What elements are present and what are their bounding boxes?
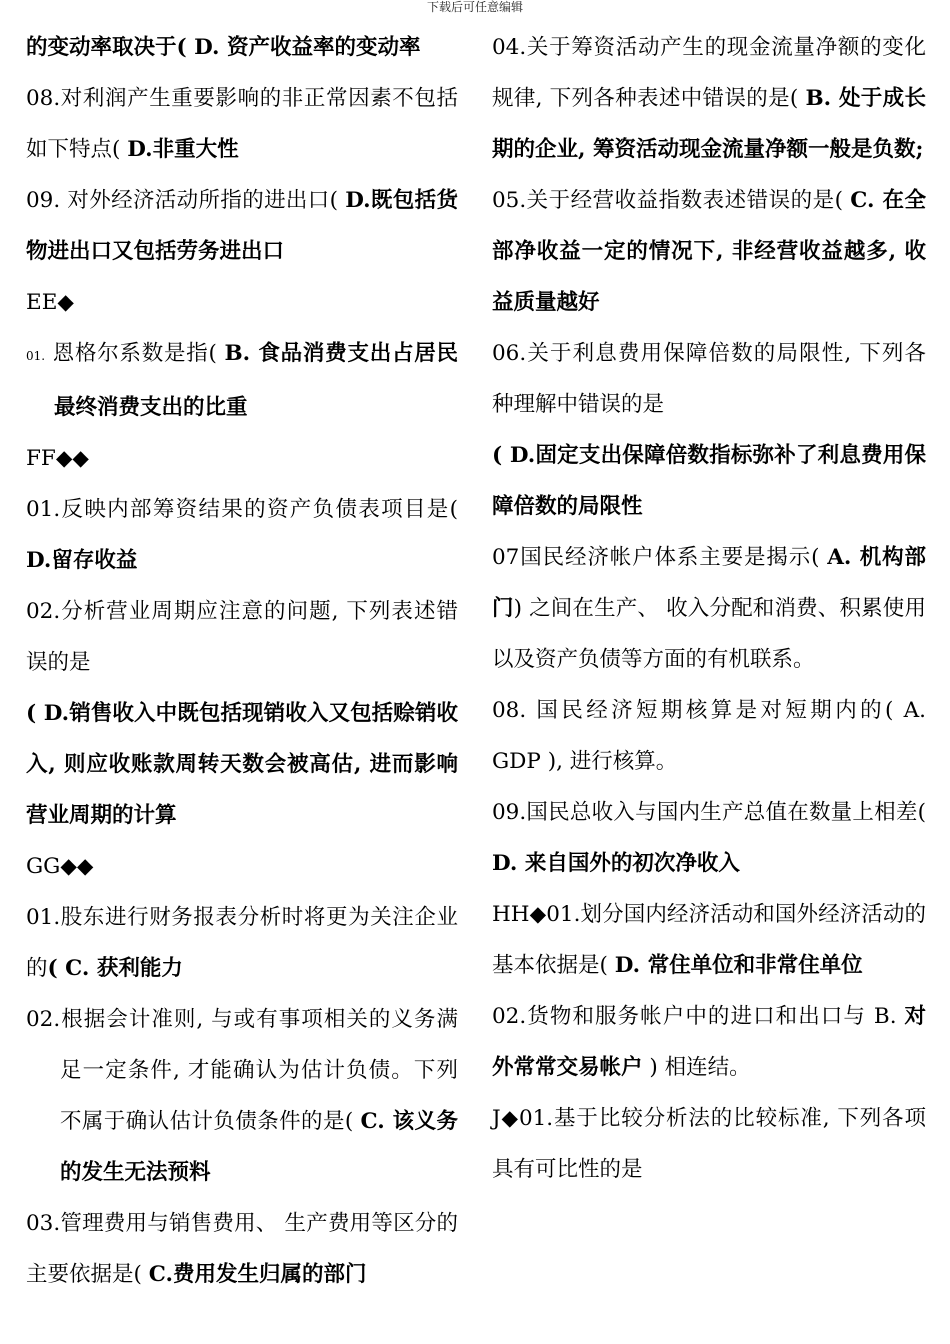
answer-text: B. 处于成长期的企业, 筹资活动现金流量净额一般是负数; <box>492 86 926 162</box>
answer-text: D.留存收益 <box>26 548 138 573</box>
answer-text: A. 机构部门 <box>492 545 926 621</box>
answer-text: C. 该义务的发生无法预料 <box>60 1109 458 1185</box>
question-text: 01.反映内部筹资结果的资产负债表项目是( <box>26 497 458 522</box>
question-text: 08.对利润产生重要影响的非正常因素不包括如下特点( <box>26 86 458 162</box>
question-09 <box>26 175 458 277</box>
question-text: 02.根据会计准则, 与或有事项相关的义务满足一定条件, 才能确认为估计负债。下列不属于确认估计负债条件的是( <box>26 1007 458 1134</box>
question-text: ) 之间在生产、 收入分配和消费、积累使用以及资产负债等方面的有机联系。 <box>492 596 926 672</box>
answer-02-ff <box>26 688 458 841</box>
answer-text: C. 在全部净收益一定的情况下, 非经营收益越多, 收益质量越好 <box>492 188 926 315</box>
question-01-ff <box>26 484 458 586</box>
answer-text: 的变动率取决于( D. 资产收益率的变动率 <box>26 35 421 60</box>
question-text: J◆01.基于比较分析法的比较标准, 下列各项具有可比性的是 <box>492 1106 926 1182</box>
answer-06 <box>492 430 926 532</box>
question-text: 09.国民总收入与国内生产总值在数量上相差( <box>492 800 926 825</box>
question-08-right <box>492 685 926 787</box>
section-heading-ee: EE◆ <box>26 290 74 315</box>
question-j-01 <box>492 1093 926 1195</box>
question-text: 07国民经济帐户体系主要是揭示( <box>492 545 828 570</box>
question-04 <box>492 22 926 175</box>
question-02-ff <box>26 586 458 688</box>
page-header: 下载后可任意编辑 <box>426 0 523 14</box>
question-hh-01 <box>492 889 926 991</box>
question-text: 02.分析营业周期应注意的问题, 下列表述错误的是 <box>26 599 458 675</box>
question-01-engel <box>26 328 458 433</box>
question-text: 09. 对外经济活动所指的进出口( <box>26 188 346 213</box>
answer-text: D. 常住单位和非常住单位 <box>614 953 863 978</box>
question-06 <box>492 328 926 430</box>
answer-text: ( D.销售收入中既包括现销收入又包括赊销收入, 则应收账款周转天数会被高估, 进而影响营业周期的计算 <box>26 701 458 828</box>
question-text: 06.关于利息费用保障倍数的局限性, 下列各种理解中错误的是 <box>492 341 926 417</box>
question-01-gg <box>26 892 458 994</box>
right-column <box>492 22 926 1195</box>
question-05 <box>492 175 926 328</box>
section-heading-gg: GG◆◆ <box>26 854 94 879</box>
question-text: HH◆01.划分国内经济活动和国外经济活动的基本依据是( <box>492 902 926 978</box>
question-text: 03.管理费用与销售费用、 生产费用等区分的主要依据是( <box>26 1211 458 1287</box>
question-text: ) 相连结。 <box>642 1055 751 1080</box>
question-number: 01. <box>26 349 46 363</box>
question-fragment <box>26 22 458 73</box>
question-text: 04.关于筹资活动产生的现金流量净额的变化规律, 下列各种表述中错误的是( <box>492 35 926 111</box>
question-hh-02 <box>492 991 926 1093</box>
answer-text: ( C. 获利能力 <box>47 956 183 981</box>
question-09-right <box>492 787 926 889</box>
answer-text: D.非重大性 <box>127 137 239 162</box>
answer-text: D.既包括货物进出口又包括劳务进出口 <box>26 188 458 264</box>
question-text: 08. 国民经济短期核算是对短期内的( A. GDP ), 进行核算。 <box>492 698 926 774</box>
question-text: 恩格尔系数是指( <box>45 341 225 366</box>
question-02-gg <box>26 994 458 1198</box>
answer-text: C.费用发生归属的部门 <box>148 1262 367 1287</box>
answer-text: ( D.固定支出保障倍数指标弥补了利息费用保障倍数的局限性 <box>492 443 926 519</box>
question-08 <box>26 73 458 175</box>
left-column <box>26 22 458 1300</box>
answer-text: 对外常常交易帐户 <box>492 1004 926 1080</box>
question-07 <box>492 532 926 685</box>
question-03-gg <box>26 1198 458 1300</box>
answer-text: D. 来自国外的初次净收入 <box>492 851 740 876</box>
answer-text: B. 食品消费支出占居民最终消费支出的比重 <box>54 341 458 420</box>
question-text: 05.关于经营收益指数表述错误的是( <box>492 188 851 213</box>
section-heading-ff: FF◆◆ <box>26 446 89 471</box>
question-text: 02.货物和服务帐户中的进口和出口与 B. <box>492 1004 905 1029</box>
question-text: 01.股东进行财务报表分析时将更为关注企业的 <box>26 905 458 981</box>
